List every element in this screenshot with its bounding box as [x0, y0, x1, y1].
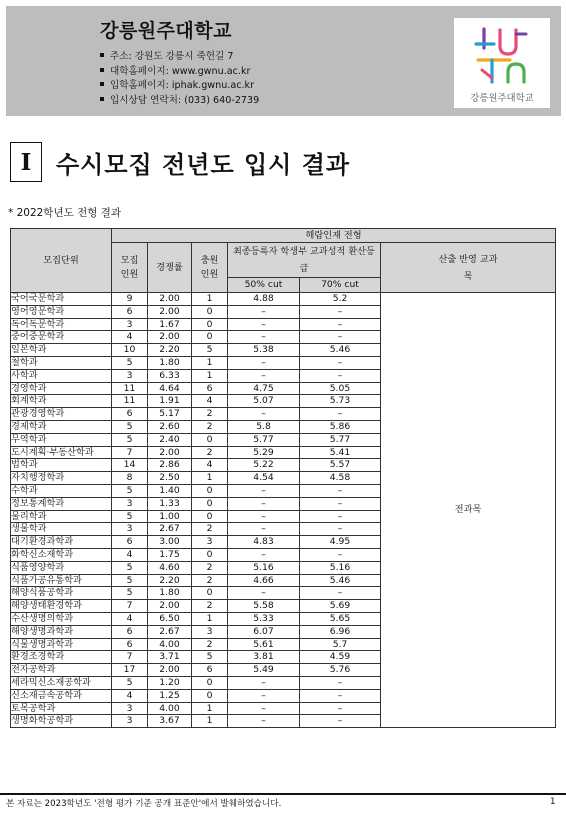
header-extra: 충원 인원 [192, 243, 228, 293]
header-rate: 경쟁률 [148, 243, 192, 293]
cut50-cell: 4.83 [228, 536, 300, 549]
cut70-cell: 5.41 [300, 446, 381, 459]
extra-cell: 2 [192, 574, 228, 587]
extra-cell: 2 [192, 561, 228, 574]
quota-cell: 11 [112, 395, 148, 408]
extra-cell: 1 [192, 369, 228, 382]
rate-cell: 4.64 [148, 382, 192, 395]
dept-cell: 생물학과 [11, 523, 112, 536]
dept-cell: 식품영양학과 [11, 561, 112, 574]
cut70-cell: – [300, 715, 381, 728]
cut50-cell: 5.16 [228, 561, 300, 574]
cut70-cell: – [300, 548, 381, 561]
extra-cell: 2 [192, 523, 228, 536]
quota-cell: 10 [112, 344, 148, 357]
extra-cell: 5 [192, 651, 228, 664]
university-logo [454, 18, 550, 108]
extra-cell: 1 [192, 702, 228, 715]
cut70-cell: – [300, 689, 381, 702]
dept-cell: 정보통계학과 [11, 497, 112, 510]
dept-cell: 경영학과 [11, 382, 112, 395]
cut70-cell: – [300, 676, 381, 689]
cut70-cell: 5.2 [300, 293, 381, 306]
footer-divider [0, 793, 566, 795]
dept-cell: 일본학과 [11, 344, 112, 357]
extra-cell: 2 [192, 638, 228, 651]
extra-cell: 1 [192, 293, 228, 306]
rate-cell: 2.00 [148, 600, 192, 613]
dept-cell: 영어영문학과 [11, 305, 112, 318]
table-caption: * 2022학년도 전형 결과 [8, 207, 121, 219]
rate-cell: 6.33 [148, 369, 192, 382]
bullet-icon [100, 82, 104, 86]
cut50-cell: 5.22 [228, 459, 300, 472]
quota-cell: 3 [112, 523, 148, 536]
cut50-cell: 5.38 [228, 344, 300, 357]
document-header [6, 6, 561, 116]
quota-cell: 5 [112, 587, 148, 600]
cut70-cell: 5.46 [300, 344, 381, 357]
extra-cell: 0 [192, 548, 228, 561]
rate-cell: 1.67 [148, 318, 192, 331]
extra-cell: 0 [192, 689, 228, 702]
cut50-cell: 3.81 [228, 651, 300, 664]
quota-cell: 5 [112, 356, 148, 369]
cut50-cell: – [228, 676, 300, 689]
dept-cell: 경제학과 [11, 420, 112, 433]
dept-cell: 법학과 [11, 459, 112, 472]
dept-cell: 사학과 [11, 369, 112, 382]
dept-cell: 토목공학과 [11, 702, 112, 715]
bullet-icon [100, 97, 104, 101]
logo-text: 강릉원주대학교 [470, 93, 534, 104]
rate-cell: 2.67 [148, 625, 192, 638]
cut70-cell: 5.65 [300, 612, 381, 625]
table-row [11, 293, 556, 306]
cut50-cell: 5.29 [228, 446, 300, 459]
extra-cell: 0 [192, 587, 228, 600]
cut70-cell: – [300, 702, 381, 715]
quota-cell: 7 [112, 651, 148, 664]
rate-cell: 3.67 [148, 715, 192, 728]
quota-cell: 5 [112, 484, 148, 497]
rate-cell: 2.40 [148, 433, 192, 446]
rate-cell: 4.60 [148, 561, 192, 574]
quota-cell: 9 [112, 293, 148, 306]
rate-cell: 2.50 [148, 472, 192, 485]
cut50-cell: – [228, 305, 300, 318]
cut70-cell: 5.16 [300, 561, 381, 574]
rate-cell: 1.80 [148, 587, 192, 600]
cut70-cell: 4.59 [300, 651, 381, 664]
rate-cell: 4.00 [148, 638, 192, 651]
cut70-cell: 5.05 [300, 382, 381, 395]
extra-cell: 0 [192, 497, 228, 510]
rate-cell: 2.67 [148, 523, 192, 536]
extra-cell: 0 [192, 510, 228, 523]
logo-icon [470, 24, 534, 88]
rate-cell: 1.75 [148, 548, 192, 561]
rate-cell: 3.00 [148, 536, 192, 549]
cut50-cell: 4.54 [228, 472, 300, 485]
rate-cell: 5.17 [148, 408, 192, 421]
extra-cell: 6 [192, 664, 228, 677]
cut70-cell: – [300, 356, 381, 369]
extra-cell: 0 [192, 676, 228, 689]
dept-cell: 도시계획·부동산학과 [11, 446, 112, 459]
header-subjects: 산출 반영 교과목 [381, 243, 556, 293]
cut70-cell: – [300, 497, 381, 510]
results-table [10, 228, 556, 728]
rate-cell: 6.50 [148, 612, 192, 625]
dept-cell: 화학신소재학과 [11, 548, 112, 561]
extra-cell: 2 [192, 408, 228, 421]
rate-cell: 2.86 [148, 459, 192, 472]
cut70-cell: 5.73 [300, 395, 381, 408]
dept-cell: 해양생태환경학과 [11, 600, 112, 613]
dept-cell: 국어국문학과 [11, 293, 112, 306]
rate-cell: 2.00 [148, 305, 192, 318]
rate-cell: 1.25 [148, 689, 192, 702]
page-number: 1 [550, 797, 556, 807]
quota-cell: 5 [112, 433, 148, 446]
cut50-cell: 4.66 [228, 574, 300, 587]
rate-cell: 2.00 [148, 446, 192, 459]
extra-cell: 2 [192, 600, 228, 613]
quota-cell: 4 [112, 689, 148, 702]
header-quota: 모집 인원 [112, 243, 148, 293]
extra-cell: 0 [192, 484, 228, 497]
dept-cell: 관광경영학과 [11, 408, 112, 421]
rate-cell: 2.00 [148, 293, 192, 306]
cut70-cell: 5.77 [300, 433, 381, 446]
dept-cell: 식물생명과학과 [11, 638, 112, 651]
bullet-icon [100, 53, 104, 57]
dept-cell: 신소재금속공학과 [11, 689, 112, 702]
quota-cell: 3 [112, 497, 148, 510]
extra-cell: 5 [192, 344, 228, 357]
dept-cell: 전자공학과 [11, 664, 112, 677]
cut50-cell: – [228, 702, 300, 715]
header-cut70: 70% cut [300, 278, 381, 293]
section-number: I [10, 142, 42, 182]
cut50-cell: – [228, 408, 300, 421]
dept-cell: 회계학과 [11, 395, 112, 408]
cut50-cell: 5.58 [228, 600, 300, 613]
rate-cell: 2.00 [148, 664, 192, 677]
cut50-cell: 5.8 [228, 420, 300, 433]
bullet-icon [100, 68, 104, 72]
quota-cell: 7 [112, 446, 148, 459]
cut50-cell: – [228, 318, 300, 331]
cut70-cell: 5.86 [300, 420, 381, 433]
quota-cell: 7 [112, 600, 148, 613]
cut70-cell: 5.69 [300, 600, 381, 613]
extra-cell: 0 [192, 433, 228, 446]
footer-note: 본 자료는 2023학년도 '전형 평가 기준 공개 표준안'에서 발췌하였습니다. [6, 799, 282, 809]
cut70-cell: 5.7 [300, 638, 381, 651]
cut50-cell: 4.88 [228, 293, 300, 306]
contact-info [100, 50, 259, 108]
rate-cell: 1.80 [148, 356, 192, 369]
cut50-cell: – [228, 715, 300, 728]
dept-cell: 환경조경학과 [11, 651, 112, 664]
extra-cell: 2 [192, 446, 228, 459]
subjects-cell: 전과목 [381, 293, 556, 728]
rate-cell: 1.00 [148, 510, 192, 523]
rate-cell: 1.20 [148, 676, 192, 689]
cut70-cell: 5.57 [300, 459, 381, 472]
cut50-cell: – [228, 356, 300, 369]
cut50-cell: – [228, 510, 300, 523]
info-homepage: 대학홈페이지: www.gwnu.ac.kr [100, 65, 259, 80]
quota-cell: 3 [112, 715, 148, 728]
rate-cell: 1.33 [148, 497, 192, 510]
rate-cell: 2.20 [148, 574, 192, 587]
quota-cell: 6 [112, 408, 148, 421]
dept-cell: 해양생명과학과 [11, 625, 112, 638]
dept-cell: 대기환경과학과 [11, 536, 112, 549]
extra-cell: 0 [192, 331, 228, 344]
rate-cell: 4.00 [148, 702, 192, 715]
cut50-cell: 5.07 [228, 395, 300, 408]
cut50-cell: – [228, 369, 300, 382]
dept-cell: 수학과 [11, 484, 112, 497]
cut50-cell: – [228, 484, 300, 497]
extra-cell: 2 [192, 420, 228, 433]
cut50-cell: 5.61 [228, 638, 300, 651]
rate-cell: 2.00 [148, 331, 192, 344]
dept-cell: 물리학과 [11, 510, 112, 523]
quota-cell: 6 [112, 536, 148, 549]
rate-cell: 1.40 [148, 484, 192, 497]
cut70-cell: – [300, 331, 381, 344]
header-dept: 모집단위 [11, 229, 112, 293]
quota-cell: 8 [112, 472, 148, 485]
quota-cell: 4 [112, 548, 148, 561]
quota-cell: 5 [112, 561, 148, 574]
rate-cell: 2.20 [148, 344, 192, 357]
quota-cell: 17 [112, 664, 148, 677]
quota-cell: 4 [112, 612, 148, 625]
cut70-cell: 4.95 [300, 536, 381, 549]
quota-cell: 5 [112, 510, 148, 523]
extra-cell: 1 [192, 612, 228, 625]
cut70-cell: – [300, 305, 381, 318]
quota-cell: 14 [112, 459, 148, 472]
extra-cell: 3 [192, 536, 228, 549]
rate-cell: 1.91 [148, 395, 192, 408]
cut50-cell: – [228, 587, 300, 600]
cut50-cell: – [228, 548, 300, 561]
cut70-cell: 4.58 [300, 472, 381, 485]
school-name: 강릉원주대학교 [100, 20, 232, 42]
rate-cell: 2.60 [148, 420, 192, 433]
cut70-cell: – [300, 369, 381, 382]
quota-cell: 3 [112, 702, 148, 715]
extra-cell: 0 [192, 305, 228, 318]
cut50-cell: – [228, 331, 300, 344]
cut70-cell: – [300, 510, 381, 523]
dept-cell: 무역학과 [11, 433, 112, 446]
cut70-cell: – [300, 484, 381, 497]
extra-cell: 1 [192, 715, 228, 728]
cut50-cell: – [228, 523, 300, 536]
info-address: 주소: 강원도 강릉시 죽헌길 7 [100, 50, 259, 65]
cut50-cell: 5.33 [228, 612, 300, 625]
cut50-cell: – [228, 689, 300, 702]
cut70-cell: 6.96 [300, 625, 381, 638]
quota-cell: 6 [112, 638, 148, 651]
cut70-cell: – [300, 587, 381, 600]
info-phone: 입시상담 연락처: (033) 640-2739 [100, 94, 259, 109]
cut70-cell: 5.46 [300, 574, 381, 587]
quota-cell: 6 [112, 625, 148, 638]
cut50-cell: 5.49 [228, 664, 300, 677]
dept-cell: 해양식품공학과 [11, 587, 112, 600]
header-group: 해람인재 전형 [112, 229, 556, 243]
quota-cell: 5 [112, 420, 148, 433]
cut70-cell: 5.76 [300, 664, 381, 677]
page-title: 수시모집 전년도 입시 결과 [56, 150, 351, 179]
quota-cell: 5 [112, 574, 148, 587]
cut70-cell: – [300, 523, 381, 536]
cut70-cell: – [300, 408, 381, 421]
extra-cell: 4 [192, 459, 228, 472]
cut50-cell: 6.07 [228, 625, 300, 638]
extra-cell: 1 [192, 472, 228, 485]
header-cut50: 50% cut [228, 278, 300, 293]
cut50-cell: – [228, 497, 300, 510]
quota-cell: 5 [112, 676, 148, 689]
info-admission-homepage: 입학홈페이지: iphak.gwnu.ac.kr [100, 79, 259, 94]
quota-cell: 3 [112, 318, 148, 331]
dept-cell: 식품가공유통학과 [11, 574, 112, 587]
dept-cell: 수산생명의학과 [11, 612, 112, 625]
cut50-cell: 5.77 [228, 433, 300, 446]
dept-cell: 중어중문학과 [11, 331, 112, 344]
quota-cell: 4 [112, 331, 148, 344]
dept-cell: 세라믹신소재공학과 [11, 676, 112, 689]
dept-cell: 생명화학공학과 [11, 715, 112, 728]
extra-cell: 0 [192, 318, 228, 331]
quota-cell: 11 [112, 382, 148, 395]
extra-cell: 1 [192, 356, 228, 369]
dept-cell: 자치행정학과 [11, 472, 112, 485]
cut70-cell: – [300, 318, 381, 331]
extra-cell: 4 [192, 395, 228, 408]
extra-cell: 3 [192, 625, 228, 638]
header-grade-group: 최종등록자 학생부 교과성적 환산등급 [228, 243, 381, 278]
section-title [10, 140, 350, 184]
extra-cell: 6 [192, 382, 228, 395]
cut50-cell: 4.75 [228, 382, 300, 395]
quota-cell: 6 [112, 305, 148, 318]
dept-cell: 철학과 [11, 356, 112, 369]
rate-cell: 3.71 [148, 651, 192, 664]
quota-cell: 3 [112, 369, 148, 382]
dept-cell: 독어독문학과 [11, 318, 112, 331]
